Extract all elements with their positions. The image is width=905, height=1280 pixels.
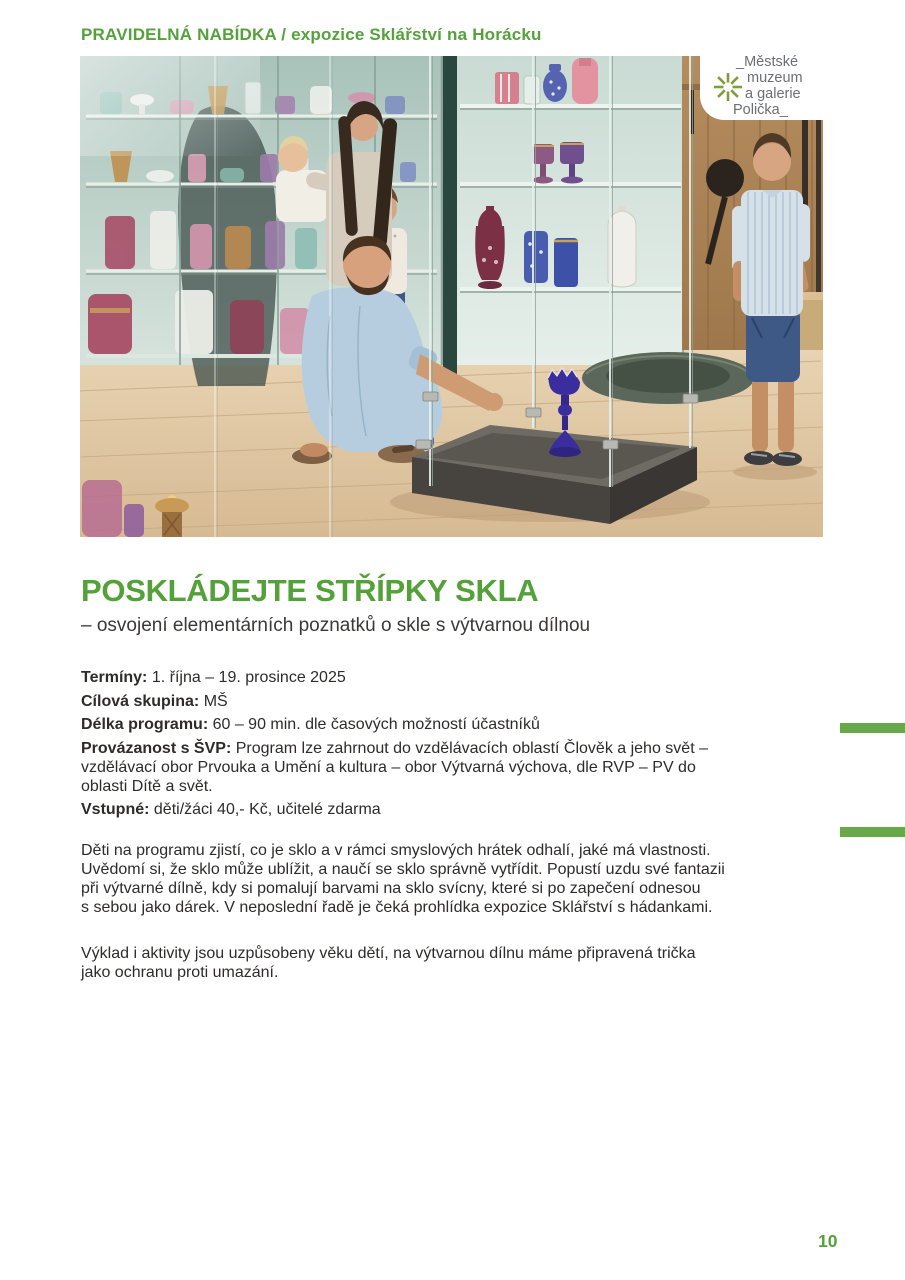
page-header: PRAVIDELNÁ NABÍDKA / expozice Sklářství na Horácku [81, 25, 542, 44]
detail-value: 1. října – 19. prosince 2025 [151, 669, 346, 686]
paragraph-2: Výklad i aktivity jsou uzpůsobeny věku dětí, na výtvarnou dílnu máme připravená trička jako ochranu proti umazání. [81, 945, 696, 981]
exhibition-photo [80, 56, 823, 537]
logo-line-4: Polička_ [733, 102, 788, 118]
green-accent-bar-top [840, 723, 905, 733]
article-title: POSKLÁDEJTE STŘÍPKY SKLA [81, 573, 539, 608]
article-subtitle: – osvojení elementárních poznatků o skle s výtvarnou dílnou [81, 615, 591, 636]
window-light [80, 56, 260, 156]
detail-label: Délka programu: [81, 716, 209, 733]
detail-label: Vstupné: [81, 801, 150, 818]
detail-label: Termíny: [81, 669, 148, 686]
article [81, 575, 826, 982]
detail-value: děti/žáci 40,- Kč, učitelé zdarma [153, 801, 381, 818]
round-vitrine-base [582, 352, 754, 404]
program-details [81, 668, 826, 819]
paragraph-1: Děti na programu zjistí, co je sklo a v rámci smyslových hrátek odhalí, jaké má vlastnosti. Uvědomí si, že sklo může ublížit, a naučí se sklo správně vytřídit. Popustí uzdu své fantazii při výtvarné dílně, kdy si pomalují barvami na sklo svícny, které si po zapečení odnesou s sebou jako dárek. V neposlední řadě je čeká prohlídka expozice Sklářství s hádankami. [81, 842, 725, 916]
logo-line-1: _Městské [736, 54, 799, 70]
detail-value: MŠ [203, 692, 228, 710]
dark-divider-panel [443, 56, 457, 380]
detail-provazanost [81, 739, 826, 796]
detail-delka-programu [81, 715, 826, 734]
museum-star-icon [712, 70, 746, 104]
detail-label: Cílová skupina: [81, 692, 200, 710]
green-accent-bar-bottom [840, 827, 905, 837]
center-glass-vitrine [457, 56, 683, 365]
detail-terminy [81, 668, 826, 687]
logo-line-2: muzeum [747, 70, 803, 86]
detail-vstupne [81, 800, 826, 819]
detail-label: Provázanost s ŠVP: [81, 739, 232, 757]
detail-value: 60 – 90 min. dle časových možností účastníků [212, 716, 540, 733]
detail-cilova-skupina [81, 692, 826, 711]
page-number: 10 [818, 1231, 838, 1251]
detail-value: Program lze zahrnout do vzdělávacích oblastí Člověk a jeho svět – vzdělávací obor Prvouka a Umění a kultura – obor Výtvarná výchova, dle RVP – PV do oblasti Dítě a svět. [81, 739, 708, 795]
museum-logo [700, 50, 905, 120]
logo-line-3: a galerie [745, 86, 801, 102]
exhibition-photo-illustration [80, 56, 823, 537]
